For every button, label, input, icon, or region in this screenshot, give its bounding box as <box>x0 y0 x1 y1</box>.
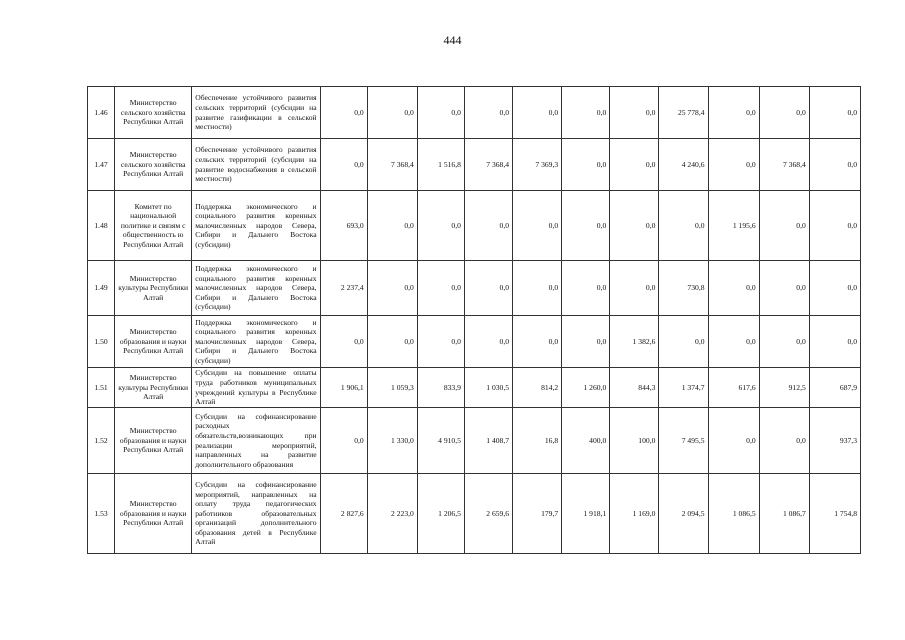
value-cell: 833,9 <box>417 368 464 408</box>
value-cell: 0,0 <box>417 87 464 139</box>
value-cell: 0,0 <box>610 191 659 261</box>
value-cell: 7 369,3 <box>513 139 562 191</box>
value-cell: 0,0 <box>417 261 464 316</box>
table-row <box>88 87 861 139</box>
value-cell: 1 754,8 <box>809 474 860 554</box>
value-cell: 2 237,4 <box>320 261 367 316</box>
description-cell: Поддержка экономического и социального развития коренных малочисленных народов Севера, Сибири и Дальнего Востока (субсидии) <box>192 316 320 368</box>
ministry-cell: Комитет по национальной политике и связям с общественность ю Республики Алтай <box>115 191 192 261</box>
description-cell: Субсидии на софинансирование расходных обязательств,возникающих при реализации мероприятий, направленных на развитие дополнительного образования <box>192 408 320 474</box>
value-cell: 1 330,0 <box>367 408 417 474</box>
row-number-cell: 1.49 <box>88 261 115 316</box>
value-cell: 16,8 <box>513 408 562 474</box>
value-cell: 1 260,0 <box>562 368 610 408</box>
value-cell: 0,0 <box>320 139 367 191</box>
value-cell: 0,0 <box>562 316 610 368</box>
description-cell: Субсидии на повышение оплаты труда работников муниципальных учреждений культуры в Республике Алтай <box>192 368 320 408</box>
value-cell: 0,0 <box>320 87 367 139</box>
value-cell: 0,0 <box>417 316 464 368</box>
value-cell: 0,0 <box>708 139 759 191</box>
value-cell: 0,0 <box>320 408 367 474</box>
row-number-cell: 1.48 <box>88 191 115 261</box>
value-cell: 1 206,5 <box>417 474 464 554</box>
ministry-cell: Министерство образования и науки Республики Алтай <box>115 408 192 474</box>
value-cell: 0,0 <box>759 316 809 368</box>
value-cell: 0,0 <box>659 191 708 261</box>
value-cell: 0,0 <box>659 316 708 368</box>
row-number-cell: 1.51 <box>88 368 115 408</box>
value-cell: 25 778,4 <box>659 87 708 139</box>
value-cell: 730,8 <box>659 261 708 316</box>
value-cell: 617,6 <box>708 368 759 408</box>
value-cell: 100,0 <box>610 408 659 474</box>
value-cell: 1 918,1 <box>562 474 610 554</box>
value-cell: 937,3 <box>809 408 860 474</box>
value-cell: 0,0 <box>464 191 512 261</box>
value-cell: 0,0 <box>464 261 512 316</box>
value-cell: 0,0 <box>759 408 809 474</box>
table-row <box>88 408 861 474</box>
value-cell: 0,0 <box>809 316 860 368</box>
value-cell: 1 382,6 <box>610 316 659 368</box>
value-cell: 1 059,3 <box>367 368 417 408</box>
description-cell: Обеспечение устойчивого развития сельских территорий (субсидии на развитие газификации в сельской местности) <box>192 87 320 139</box>
value-cell: 4 910,5 <box>417 408 464 474</box>
value-cell: 0,0 <box>417 191 464 261</box>
table-row <box>88 261 861 316</box>
value-cell: 0,0 <box>809 87 860 139</box>
value-cell: 0,0 <box>809 191 860 261</box>
value-cell: 844,3 <box>610 368 659 408</box>
value-cell: 0,0 <box>708 87 759 139</box>
table-row <box>88 191 861 261</box>
value-cell: 2 827,6 <box>320 474 367 554</box>
value-cell: 400,0 <box>562 408 610 474</box>
value-cell: 1 408,7 <box>464 408 512 474</box>
value-cell: 0,0 <box>759 261 809 316</box>
value-cell: 0,0 <box>809 139 860 191</box>
ministry-cell: Министерство образования и науки Республики Алтай <box>115 316 192 368</box>
value-cell: 0,0 <box>708 316 759 368</box>
value-cell: 1 516,8 <box>417 139 464 191</box>
value-cell: 2 094,5 <box>659 474 708 554</box>
value-cell: 0,0 <box>562 87 610 139</box>
data-table <box>87 86 861 554</box>
ministry-cell: Министерство сельского хозяйства Республики Алтай <box>115 139 192 191</box>
value-cell: 0,0 <box>513 87 562 139</box>
value-cell: 0,0 <box>367 316 417 368</box>
value-cell: 0,0 <box>610 87 659 139</box>
value-cell: 0,0 <box>320 316 367 368</box>
value-cell: 0,0 <box>464 316 512 368</box>
value-cell: 912,5 <box>759 368 809 408</box>
value-cell: 0,0 <box>367 261 417 316</box>
row-number-cell: 1.52 <box>88 408 115 474</box>
description-cell: Поддержка экономического и социального развития коренных малочисленных народов Севера, Сибири и Дальнего Востока (субсидии) <box>192 191 320 261</box>
ministry-cell: Министерство культуры Республики Алтай <box>115 261 192 316</box>
value-cell: 0,0 <box>367 87 417 139</box>
value-cell: 0,0 <box>513 261 562 316</box>
value-cell: 693,0 <box>320 191 367 261</box>
value-cell: 687,9 <box>809 368 860 408</box>
value-cell: 0,0 <box>809 261 860 316</box>
value-cell: 0,0 <box>759 87 809 139</box>
value-cell: 0,0 <box>759 191 809 261</box>
value-cell: 7 368,4 <box>464 139 512 191</box>
table-row <box>88 368 861 408</box>
value-cell: 1 195,6 <box>708 191 759 261</box>
description-cell: Обеспечение устойчивого развития сельских территорий (субсидии на развитие водоснабжения в сельской местности) <box>192 139 320 191</box>
table-row <box>88 316 861 368</box>
value-cell: 1 086,7 <box>759 474 809 554</box>
value-cell: 0,0 <box>513 316 562 368</box>
value-cell: 1 086,5 <box>708 474 759 554</box>
value-cell: 179,7 <box>513 474 562 554</box>
value-cell: 4 240,6 <box>659 139 708 191</box>
value-cell: 0,0 <box>610 139 659 191</box>
value-cell: 1 030,5 <box>464 368 512 408</box>
value-cell: 0,0 <box>562 139 610 191</box>
value-cell: 7 368,4 <box>759 139 809 191</box>
value-cell: 2 223,0 <box>367 474 417 554</box>
value-cell: 0,0 <box>464 87 512 139</box>
value-cell: 0,0 <box>708 408 759 474</box>
row-number-cell: 1.50 <box>88 316 115 368</box>
value-cell: 814,2 <box>513 368 562 408</box>
value-cell: 0,0 <box>562 191 610 261</box>
value-cell: 1 169,0 <box>610 474 659 554</box>
description-cell: Поддержка экономического и социального развития коренных малочисленных народов Севера, Сибири и Дальнего Востока (субсидии) <box>192 261 320 316</box>
value-cell: 0,0 <box>513 191 562 261</box>
ministry-cell: Министерство сельского хозяйства Республики Алтай <box>115 87 192 139</box>
table-row <box>88 474 861 554</box>
value-cell: 2 659,6 <box>464 474 512 554</box>
value-cell: 7 495,5 <box>659 408 708 474</box>
ministry-cell: Министерство образования и науки Республики Алтай <box>115 474 192 554</box>
ministry-cell: Министерство культуры Республики Алтай <box>115 368 192 408</box>
page-number: 444 <box>443 33 462 47</box>
value-cell: 0,0 <box>562 261 610 316</box>
value-cell: 0,0 <box>367 191 417 261</box>
description-cell: Субсидии на софинансирование мероприятий, направленных на оплату труда педагогических работников образовательных организаций дополнительного образования детей в Республике Алтай <box>192 474 320 554</box>
row-number-cell: 1.47 <box>88 139 115 191</box>
table-body <box>88 87 861 554</box>
row-number-cell: 1.46 <box>88 87 115 139</box>
value-cell: 1 374,7 <box>659 368 708 408</box>
table-row <box>88 139 861 191</box>
value-cell: 0,0 <box>708 261 759 316</box>
value-cell: 7 368,4 <box>367 139 417 191</box>
value-cell: 1 906,1 <box>320 368 367 408</box>
value-cell: 0,0 <box>610 261 659 316</box>
row-number-cell: 1.53 <box>88 474 115 554</box>
